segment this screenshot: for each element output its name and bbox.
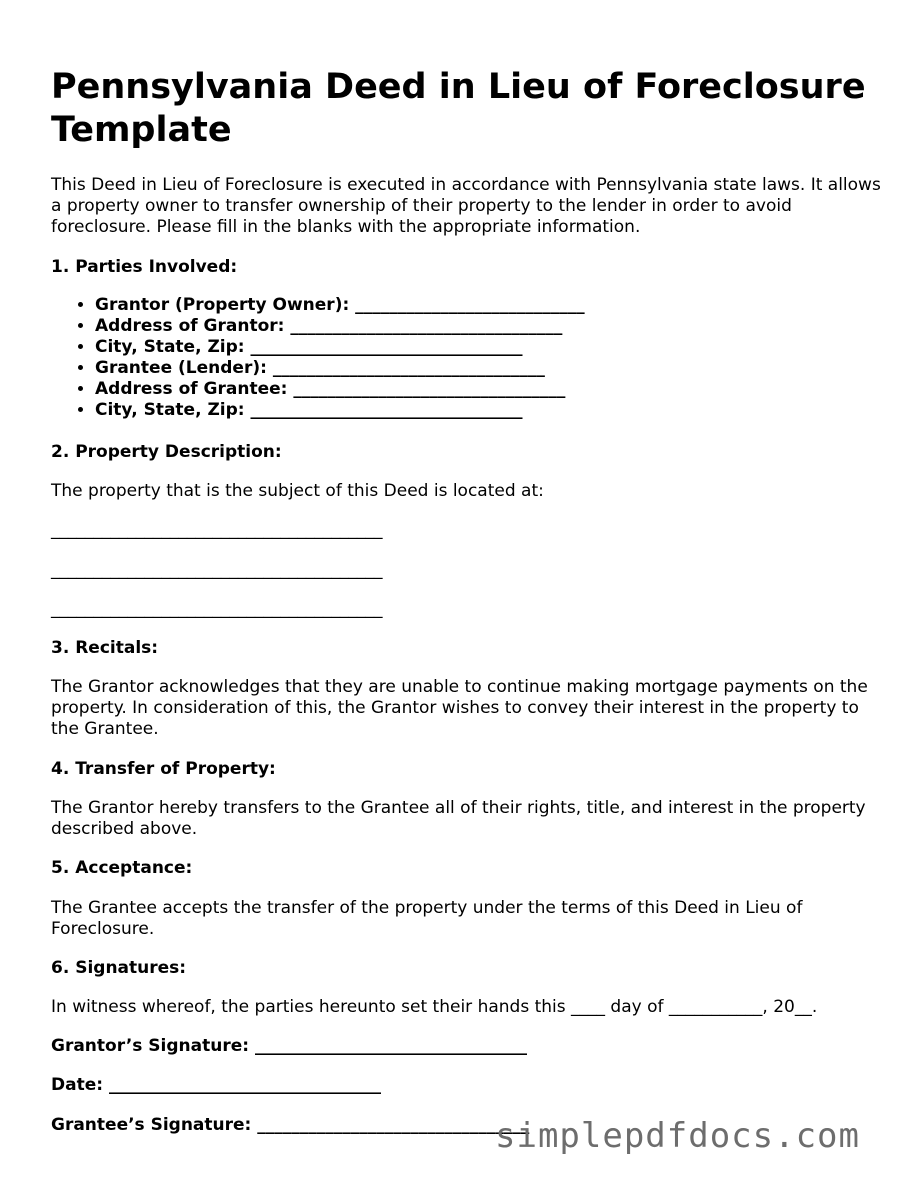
list-item: • City, State, Zip: ________________________________ <box>95 337 585 358</box>
list-item: • City, State, Zip: ________________________________ <box>95 400 585 421</box>
section-heading-signatures: 6. Signatures: <box>51 958 187 978</box>
intro-paragraph: This Deed in Lieu of Foreclosure is executed in accordance with Pennsylvania state laws. It allows a property owner to transfer ownership of their property to the lender in order to avoid foreclosure. Please fill in the blanks with the appropriate information. <box>51 175 881 237</box>
section-heading-acceptance: 5. Acceptance: <box>51 858 193 878</box>
property-text: The property that is the subject of this Deed is located at: <box>51 481 544 501</box>
transfer-text: The Grantor hereby transfers to the Grantee all of their rights, title, and interest in the property described above. <box>51 798 866 839</box>
grantor-signature-line: Grantor’s Signature: ________________________________ <box>51 1036 527 1056</box>
recitals-text: The Grantor acknowledges that they are unable to continue making mortgage payments on the property. In consideration of this, the Grantor wishes to convey their interest in the property to the Grantee. <box>51 677 868 739</box>
parties-list <box>51 295 585 421</box>
list-item: • Grantee (Lender): ________________________________ <box>95 358 585 379</box>
section-heading-property: 2. Property Description: <box>51 442 282 462</box>
date-line: Date: ________________________________ <box>51 1075 381 1095</box>
section-heading-recitals: 3. Recitals: <box>51 638 159 658</box>
acceptance-text: The Grantee accepts the transfer of the property under the terms of this Deed in Lieu of Foreclosure. <box>51 898 803 939</box>
property-blank-line: _______________________________________ <box>51 599 383 619</box>
grantee-signature-line: Grantee’s Signature: ________________________________ <box>51 1115 530 1135</box>
list-item: • Grantor (Property Owner): ___________________________ <box>95 295 585 316</box>
property-blank-line: _______________________________________ <box>51 520 383 540</box>
list-item: • Address of Grantee: ________________________________ <box>95 379 585 400</box>
list-item: • Address of Grantor: ________________________________ <box>95 316 585 337</box>
section-heading-parties: 1. Parties Involved: <box>51 257 238 277</box>
document-title: Pennsylvania Deed in Lieu of Foreclosure Template <box>51 67 866 150</box>
watermark-logo: simplepdfdocs.com <box>495 1116 860 1156</box>
property-blank-line: _______________________________________ <box>51 560 383 580</box>
witness-text: In witness whereof, the parties hereunto set their hands this ____ day of ___________, 20__. <box>51 997 818 1017</box>
section-heading-transfer: 4. Transfer of Property: <box>51 759 276 779</box>
